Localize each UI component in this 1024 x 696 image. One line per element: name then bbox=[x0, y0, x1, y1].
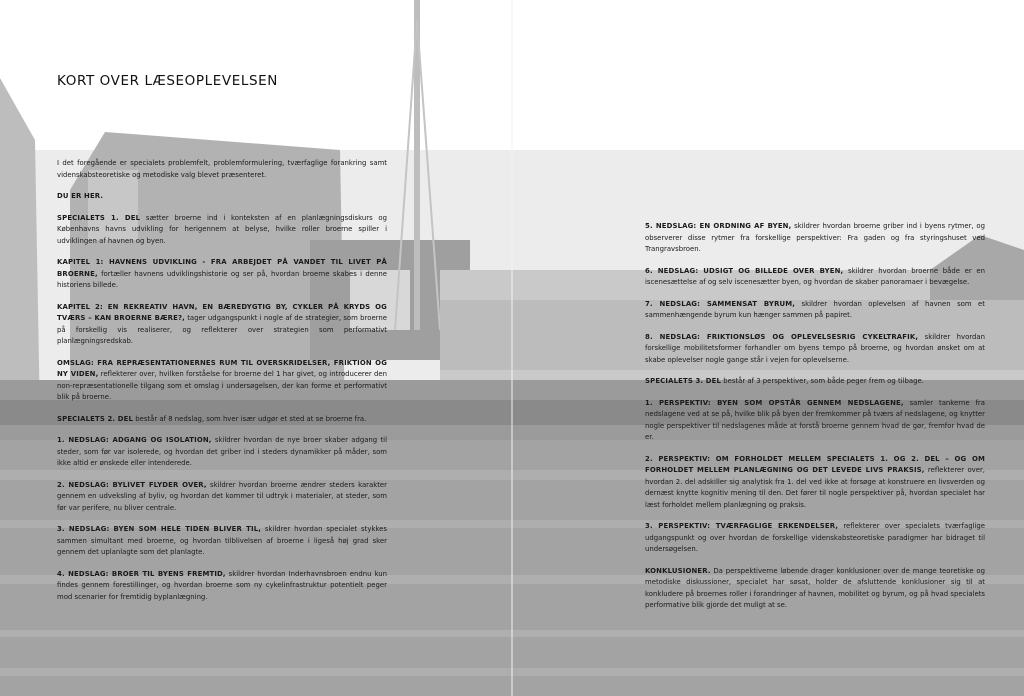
paragraph-text: skildrer hvordan broerne griber ind i byens rytmer, og observerer disse rytmer fra forskellige perspektiver: Fra gaden og fra styringshuset ved Trangravsbroen. bbox=[645, 222, 985, 253]
paragraph-heading: 6. NEDSLAG: UDSIGT OG BILLEDE OVER BYEN, bbox=[645, 266, 844, 275]
paragraph-text: Da perspektiverne løbende drager konklusioner over de mange teoretiske og metodiske diskussioner, specialet har søsat, holder de afsluttende konklusioner sig til at konkludere på broernes roller i forandringer af havnen, mobilitet og byrum, og på hvad specialets performative blik gjorde det muligt at se. bbox=[645, 566, 985, 609]
paragraph bbox=[645, 332, 985, 367]
paragraph bbox=[57, 480, 387, 515]
paragraph-heading: SPECIALETS 3. DEL bbox=[645, 377, 722, 385]
paragraph-text: skildrer hvordan forskellige mobilitetsformer forhandler om byens tempo på broerne, og hvordan ønsket om at skabe oplevelser nogle gange står i vejen for oplevelserne. bbox=[645, 332, 985, 364]
paragraph-heading: 8. NEDSLAG: FRIKTIONSLØS OG OPLEVELSESRIG CYKELTRAFIK, bbox=[645, 332, 919, 341]
paragraph bbox=[645, 398, 985, 444]
paragraph bbox=[57, 191, 387, 203]
paragraph-text: samler tankerne fra nedslagene ved at se på, hvilke blik på byen der fremkommer på tværs af nedslagene, og knytter nogle perspektiver til nedslagenes måde at forstå broerne gennem hvad de gør, fremfor hvad de er. bbox=[645, 398, 985, 441]
paragraph-text: skildrer hvordan broerne ændrer steders karakter gennem en udveksling af byliv, og hvordan det kommer til udtryk i materialer, at steder, som før var perifere, nu bliver centrale. bbox=[57, 480, 387, 512]
paragraph-text: I det foregående er specialets problemfelt, problemformulering, tværfaglige forankring samt videnskabsteoretiske og metodiske valg blevet præsenteret. bbox=[57, 159, 387, 179]
paragraph-text: skildrer hvordan de nye broer skaber adgang til steder, som før var isolerede, og hvordan det griber ind i steders dynamikker på måder, som ikke altid er ønskede eller intenderede. bbox=[57, 436, 387, 467]
paragraph-heading: 3. PERSPEKTIV: TVÆRFAGLIGE ERKENDELSER, bbox=[645, 522, 839, 530]
paragraph-heading: 1. NEDSLAG: ADGANG OG ISOLATION, bbox=[57, 436, 212, 444]
paragraph-text: består af 3 perspektiver, som både peger frem og tilbage. bbox=[721, 377, 924, 385]
paragraph-heading: 2. PERSPEKTIV: OM FORHOLDET MELLEM SPECIALETS 1. OG 2. DEL – OG OM FORHOLDET MELLEM PLANLÆGNING OG DET LEVEDE LIVS PRAKSIS, bbox=[645, 454, 985, 474]
paragraph-heading: OMSLAG: FRA REPRÆSENTATIONERNES RUM TIL OVERSKRIDELSER, FRIKTION OG NY VIDEN, bbox=[57, 358, 387, 378]
paragraph-text: tager udgangspunkt i nogle af de strategier, som broerne på forskellig vis realiserer, og reflekterer over strategien som performativt planlægningsredskab. bbox=[57, 314, 388, 345]
paragraph bbox=[645, 376, 985, 388]
paragraph-heading: KONKLUSIONER. bbox=[645, 566, 711, 575]
page-title: KORT OVER LÆSEOPLEVELSEN bbox=[57, 73, 278, 90]
paragraph-text: skildrer hvordan oplevelsen af havnen som et sammenhængende byrum kun hænger sammen på papiret. bbox=[645, 299, 985, 319]
paragraph-heading: 1. PERSPEKTIV: BYEN SOM OPSTÅR GENNEM NEDSLAGENE, bbox=[645, 398, 904, 407]
paragraph bbox=[57, 569, 387, 604]
paragraph-text: reflekterer over, hvilken forståelse for broerne del 1 har givet, og introducerer den non-repræsentationelle tilgang som et omslag i undersøgelsen, der kan forme et performativt blik på broerne. bbox=[57, 370, 387, 401]
paragraph-heading: SPECIALETS 2. DEL bbox=[57, 414, 134, 423]
paragraph-heading: SPECIALETS 1. DEL bbox=[57, 213, 141, 222]
paragraph-heading: DU ER HER. bbox=[57, 192, 104, 200]
paragraph bbox=[57, 524, 387, 559]
paragraph bbox=[645, 521, 985, 556]
right-page bbox=[512, 0, 1024, 696]
paragraph bbox=[57, 358, 387, 404]
paragraph bbox=[57, 257, 387, 292]
paragraph bbox=[645, 454, 985, 512]
paragraph bbox=[57, 158, 387, 181]
paragraph bbox=[645, 566, 985, 612]
paragraph-heading: 7. NEDSLAG: SAMMENSAT BYRUM, bbox=[645, 299, 796, 308]
paragraph bbox=[645, 299, 985, 322]
paragraph-text: sætter broerne ind i konteksten af en planlægningsdiskurs og Københavns havns udvikling for herigennem at belyse, hvilke roller broerne spiller i udviklingen af havnen og byen. bbox=[57, 213, 387, 245]
paragraph-heading: KAPITEL 2: EN REKREATIV HAVN, EN BÆREDYGTIG BY, CYKLER PÅ KRYDS OG TVÆRS – KAN BROERNE BÆRE?, bbox=[57, 302, 387, 322]
paragraph-heading: KAPITEL 1: HAVNENS UDVIKLING - FRA ARBEJDET PÅ VANDET TIL LIVET PÅ BROERNE, bbox=[57, 258, 387, 278]
paragraph-heading: 2. NEDSLAG: BYLIVET FLYDER OVER, bbox=[57, 480, 207, 489]
paragraph-text: reflekterer over, hvordan 2. del adskiller sig analytisk fra 1. del ved ikke at forsøge at konstruere en livsverden og dernæst knytte kognitiv mening til den. Det fører til nogle perspektiver på, hvordan specialet har læst forholdet mellem planlægning og praksis. bbox=[645, 466, 985, 509]
paragraph-text: reflekterer over specialets tværfaglige udgangspunkt og over hvordan de forskellige videnskabsteoretiske paradigmer har bidraget til undersøgelsen. bbox=[645, 522, 986, 553]
paragraph bbox=[57, 435, 387, 470]
left-column bbox=[57, 158, 387, 613]
right-column bbox=[645, 221, 985, 622]
paragraph bbox=[57, 302, 387, 348]
paragraph-text: skildrer hvordan broerne både er en iscenesættelse af og selv iscenesætter byen, og hvordan de skaber panoramaer i bevægelse. bbox=[645, 266, 985, 286]
paragraph-heading: 4. NEDSLAG: BROER TIL BYENS FREMTID, bbox=[57, 569, 226, 578]
paragraph bbox=[645, 221, 985, 256]
paragraph-heading: 5. NEDSLAG: EN ORDNING AF BYEN, bbox=[645, 222, 792, 230]
paragraph-heading: 3. NEDSLAG: BYEN SOM HELE TIDEN BLIVER TIL, bbox=[57, 525, 262, 533]
paragraph bbox=[645, 266, 985, 289]
paragraph-text: fortæller havnens udviklingshistorie og ser på, hvordan broerne skabes i denne historiens billede. bbox=[57, 269, 387, 289]
paragraph-text: består af 8 nedslag, som hver især udgør et sted at se broerne fra. bbox=[133, 414, 367, 423]
paragraph bbox=[57, 414, 387, 426]
paragraph-text: skildrer hvordan specialet stykkes sammen simultant med broerne, og hvordan tilblivelsen af broerne i ligeså høj grad sker gennem det uplanlagte som det planlagte. bbox=[57, 525, 387, 556]
paragraph bbox=[57, 213, 387, 248]
paragraph-text: skildrer hvordan Inderhavnsbroen endnu kun findes gennem forestillinger, og hvordan broerne som ny cykelinfrastruktur potentielt peger mod scenarier for fremtidig byplanlægning. bbox=[57, 569, 387, 601]
